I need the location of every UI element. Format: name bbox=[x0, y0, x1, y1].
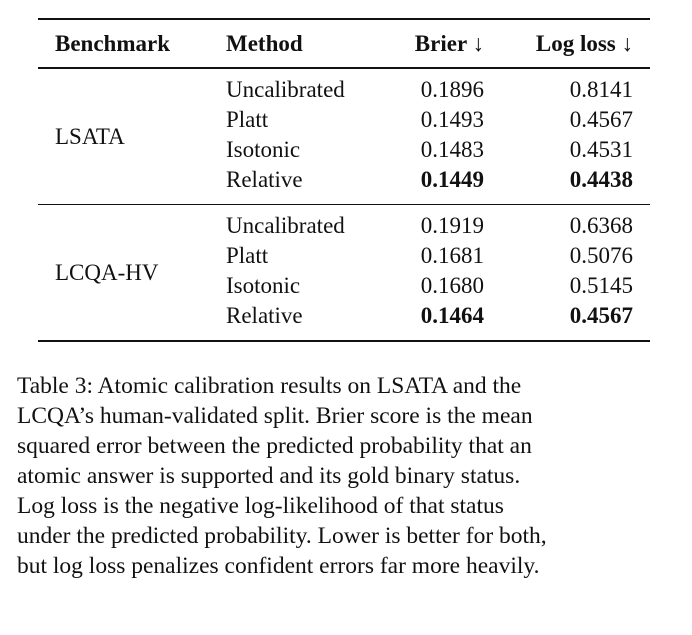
table-row bbox=[38, 303, 650, 333]
table-caption bbox=[17, 371, 677, 581]
log-loss-cell: 0.5145 bbox=[569, 273, 633, 298]
header-log-loss: Log loss ↓ bbox=[535, 31, 633, 56]
caption-line: Table 3: Atomic calibration results on LSATA and the bbox=[17, 373, 522, 399]
brier-cell-best: 0.1464 bbox=[420, 303, 484, 328]
method-cell: Platt bbox=[226, 106, 269, 132]
table-row bbox=[38, 273, 650, 303]
table-row bbox=[38, 167, 650, 197]
table-row bbox=[38, 77, 650, 107]
table-row bbox=[38, 137, 650, 167]
results-table bbox=[38, 18, 650, 342]
log-loss-cell: 0.4531 bbox=[569, 136, 633, 162]
log-loss-cell: 0.6368 bbox=[569, 213, 633, 238]
brier-cell: 0.1919 bbox=[420, 213, 484, 238]
log-loss-cell-best: 0.4567 bbox=[569, 303, 633, 328]
caption-line: Log loss is the negative log-likelihood of that status bbox=[17, 493, 504, 519]
method-cell: Isotonic bbox=[226, 136, 301, 162]
method-cell: Isotonic bbox=[226, 273, 301, 298]
brier-cell: 0.1680 bbox=[420, 273, 484, 298]
caption-line: LCQA’s human-validated split. Brier score is the mean bbox=[17, 403, 533, 429]
table-row bbox=[38, 213, 650, 243]
caption-line: squared error between the predicted probability that an bbox=[17, 433, 532, 459]
caption-line: but log loss penalizes confident errors far more heavily. bbox=[17, 553, 540, 579]
caption-line: under the predicted probability. Lower is better for both, bbox=[17, 523, 547, 549]
brier-cell: 0.1896 bbox=[420, 76, 484, 102]
table-row bbox=[38, 243, 650, 273]
log-loss-cell-best: 0.4438 bbox=[569, 166, 633, 192]
brier-cell: 0.1681 bbox=[420, 243, 484, 268]
log-loss-cell: 0.4567 bbox=[569, 106, 633, 132]
method-cell: Platt bbox=[226, 243, 269, 268]
method-cell: Relative bbox=[226, 303, 303, 328]
brier-cell: 0.1483 bbox=[420, 136, 484, 162]
table-group-lcqa-hv bbox=[38, 205, 650, 340]
method-cell: Uncalibrated bbox=[226, 213, 345, 238]
table-header-row bbox=[38, 20, 650, 67]
caption-line: atomic answer is supported and its gold binary status. bbox=[17, 463, 521, 489]
table-row bbox=[38, 107, 650, 137]
table-group-lsata bbox=[38, 69, 650, 204]
header-brier: Brier ↓ bbox=[414, 31, 484, 56]
group-label: LCQA-HV bbox=[55, 260, 159, 285]
log-loss-cell: 0.5076 bbox=[569, 243, 633, 268]
group-label: LSATA bbox=[55, 123, 125, 149]
brier-cell: 0.1493 bbox=[420, 106, 484, 132]
brier-cell-best: 0.1449 bbox=[420, 166, 484, 192]
method-cell: Uncalibrated bbox=[226, 76, 345, 102]
header-method: Method bbox=[226, 31, 303, 56]
header-benchmark: Benchmark bbox=[55, 31, 170, 56]
log-loss-cell: 0.8141 bbox=[569, 76, 633, 102]
table-bottom-rule bbox=[38, 340, 650, 342]
method-cell: Relative bbox=[226, 166, 303, 192]
